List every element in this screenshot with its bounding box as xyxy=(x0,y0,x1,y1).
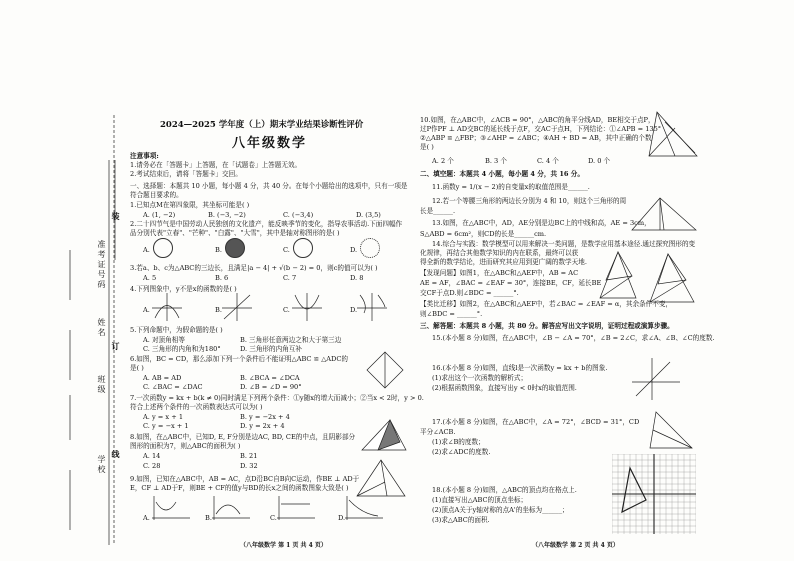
q4-option-b: B. xyxy=(215,306,222,314)
q7-option-d: D. y = 2x + 4 xyxy=(240,422,285,430)
q13-stem-line-1: 13.如图，在△ABC中，AD，AE分别是边BC上的中线和高，AE = 3cm， xyxy=(432,219,651,227)
q9-answer-graphs xyxy=(150,494,405,520)
q8-option-c: C. 28 xyxy=(143,462,161,470)
q6-option-b: B. ∠BCA = ∠DCA xyxy=(240,374,300,382)
q16-line-2: (1)求出这个一次函数的解析式； xyxy=(432,374,528,382)
q5-option-d: D. 三角形的内角互补 xyxy=(240,345,302,353)
q9-stem-line-2: E，CF ⊥ AD于F，则BE + CF的值y与BD的长x之间的函数图象大致是( ) xyxy=(130,484,349,492)
q6-option-a: A. AB = AD xyxy=(143,374,182,382)
subject-title: 八年级数学 xyxy=(232,136,308,151)
q17-line-2: 平分∠ACB. xyxy=(420,428,456,436)
q5-stem: 5.下列命题中，为假命题的是( ) xyxy=(130,326,223,334)
q1-option-c: C. (−3,4) xyxy=(283,211,314,219)
solar-term-icon-c xyxy=(293,238,313,258)
section-3-heading: 三、解答题：本题共 8 小题，共 80 分。解答应写出文字说明，证明过程或演算步骤。 xyxy=(420,322,674,330)
q14-figures xyxy=(596,250,698,310)
note-1: 1.请务必在「答题卡」上答题，在「试题卷」上答题无效。 xyxy=(130,161,302,169)
q5-option-a: A. 对顶角相等 xyxy=(143,336,185,344)
section-2-heading: 二、填空题：本题共 4 小题，每小题 4 分，共 16 分。 xyxy=(420,170,584,178)
q18-line-4: (3)求△ABC的面积. xyxy=(432,516,490,524)
q14-line-6: 交CF于点D.则∠BDC = ______°. xyxy=(420,289,519,297)
q4-graphs xyxy=(152,293,402,323)
q14-line-4: 【发现问题】如图1，在△ABC和△AEF中，AB = AC xyxy=(420,269,579,277)
q8-option-d: D. 32 xyxy=(240,462,258,470)
q17-line-3: (1)求∠B的度数； xyxy=(432,438,485,446)
binding-mark-3: 线 xyxy=(111,450,121,460)
q2-option-d: D. xyxy=(350,246,358,254)
q9-stem-line-1: 9.如图，已知在△ABC中，AB = AC，点D沿BC自B向C运动，作BE ⊥ AD于 xyxy=(130,475,360,483)
q1-option-d: D. (3,5) xyxy=(356,211,381,219)
binding-lines xyxy=(0,0,130,561)
class-label: 班级 xyxy=(97,375,106,395)
q10-option-a: A. 2 个 xyxy=(432,157,454,165)
q7-stem-line-2: 符合上述两个条件的一次函数表达式可以为( ) xyxy=(130,403,263,411)
solar-term-icon-d xyxy=(360,238,380,258)
exam-title: 2024—2025 学年度（上）期末学业结果诊断性评价 xyxy=(160,120,364,130)
q9-option-b: B. xyxy=(205,514,212,522)
binding-mark-1: 装 xyxy=(111,212,121,222)
q4-option-c: C. xyxy=(283,306,290,314)
q7-stem-line-1: 7.一次函数y = kx + b(k ≠ 0)同时满足下列两个条件：①y随x的增大而减小；②当x < 2时，y > 0. xyxy=(130,394,424,402)
q16-line-3: (2)根据函数图象，直接写出y < 0时x的取值范围. xyxy=(432,384,577,392)
q8-option-b: B. 21 xyxy=(240,452,258,460)
q10-option-b: B. 3 个 xyxy=(485,157,507,165)
q18-line-1: 18.(本小题 8 分)如图，△ABC的顶点均在格点上. xyxy=(432,486,577,494)
section-1-heading: 一、选择题：本题共 10 小题，每小题 4 分，共 40 分。在每个小题给出的选项中，只有一项是符合题目要求的。 xyxy=(130,182,408,199)
q3-stem: 3.若a、b、c为△ABC的三边长，且满足|a − 4| + √(b − 2) = 0，则c的值可以为( ) xyxy=(130,264,378,272)
name-label: 姓名 xyxy=(97,318,106,338)
q3-option-a: A. 5 xyxy=(143,274,157,282)
q16-figure xyxy=(630,356,682,402)
q16-line-1: 16.(本小题 8 分)如图，直线l是一次函数y = kx + b的图象. xyxy=(432,364,608,372)
q7-option-c: C. y = −x + 1 xyxy=(143,422,189,430)
q4-option-d: D. xyxy=(350,306,358,314)
q6-option-d: D. ∠B = ∠D = 90° xyxy=(240,383,302,391)
q9-option-a: A. xyxy=(143,514,150,522)
q17-line-1: 17.(本小题 8 分)如图，在△ABC中，∠A = 72°，∠BCD = 31°，CD xyxy=(432,418,640,426)
q15-stem: 15.(本小题 8 分)如图，在△ABC中，∠B − ∠A = 70°，∠B = 2∠C，求∠A、∠B、∠C的度数. xyxy=(432,334,715,342)
q8-stem-line-1: 8.如图，在△ABC中，已知D, E, F分别是边AC, BD, CE的中点，且阴影部分 xyxy=(130,433,356,441)
q6-stem-line-1: 6.如图，BC = CD，那么添加下列一个条件后不能证明△ABC ≌ △ADC的 xyxy=(130,355,348,363)
q1-option-b: B. (−3, −2) xyxy=(208,211,246,219)
q9-option-c: C. xyxy=(270,514,277,522)
q8-option-a: A. 14 xyxy=(143,452,161,460)
q6-figure xyxy=(365,350,405,390)
note-2: 2.考试结束后，请将「答题卡」交回。 xyxy=(130,170,242,178)
q12-stem-line-1: 12.若一个等腰三角形的两边长分别为 4 和 10，则这个三角形的周 xyxy=(432,197,627,205)
q10-stem-line-4: 是( ) xyxy=(420,143,434,151)
q9-figure xyxy=(355,458,407,498)
q3-option-b: B. 6 xyxy=(215,274,229,282)
q10-option-d: D. 0 个 xyxy=(588,157,611,165)
q1-option-a: A. (1, −2) xyxy=(143,211,176,219)
q18-line-3: (2)顶点A关于y轴对称的点A'的坐标为______； xyxy=(432,506,569,514)
q17-line-4: (2)求∠ADC的度数. xyxy=(432,448,491,456)
q8-stem-line-2: 图形的面积为7，则△ABC的面积为( ) xyxy=(130,442,241,450)
q3-option-d: D. 8 xyxy=(350,274,364,282)
q13-stem-line-2: S△ABD = 6cm²，则CD的长是______cm. xyxy=(420,230,547,238)
q9-option-d: D. xyxy=(338,514,346,522)
solar-term-icon-a xyxy=(153,238,173,258)
q17-figure xyxy=(648,410,694,450)
q10-option-c: C. 4 个 xyxy=(537,157,559,165)
left-footer: （八年级数学 第 1 页 共 4 页） xyxy=(240,542,327,549)
q14-line-5: AE = AF，∠BAC = ∠EAF = 30°，连接BE，CF，延长BE xyxy=(420,279,602,287)
solar-term-icon-b xyxy=(225,238,245,258)
q14-line-3: 得全新的数学结论，进而研究其应用到更广阔的数学天地. xyxy=(420,258,587,266)
q2-stem-line-2: 品分别代表"立春"、"芒种"、"白露"、"大雪"，其中是轴对称图形的是( ) xyxy=(130,229,340,237)
q14-line-2: 化规律，再结合其他数学知识的内在联系，最终可以获 xyxy=(420,249,579,257)
q14-line-7: 【类比迁移】如图2，在△ABC和△AEF中，若∠BAC = ∠EAF = α，其余条件不变， xyxy=(420,300,673,308)
q2-option-a: A. xyxy=(143,246,150,254)
q10-stem-line-1: 10.如图，在△ABC中，∠ACB = 90°，△ABC的角平分线AD，BE相交于点P， xyxy=(420,116,655,124)
q8-figure xyxy=(360,418,408,452)
q7-option-b: B. y = −2x + 4 xyxy=(240,413,290,421)
exam-no-label: 准考证号码 xyxy=(97,240,106,290)
q18-grid-figure xyxy=(612,454,696,534)
q12-stem-line-2: 长是______. xyxy=(420,207,456,215)
q3-option-c: C. 7 xyxy=(283,274,297,282)
q18-line-2: (1)直接写出△ABC的顶点坐标； xyxy=(432,496,528,504)
q6-option-c: C. ∠BAC = ∠DAC xyxy=(143,383,203,391)
q5-option-b: B. 三角形任意两边之和大于第三边 xyxy=(240,336,342,344)
q13-figure xyxy=(630,196,698,232)
q10-stem-line-2: 过P作PF ⊥ AD交BC的延长线于点F，交AC于点H，下列结论：①∠APB = 135° xyxy=(420,125,662,133)
q11-stem: 11.函数y = 1/(x − 2)的自变量x的取值范围是______. xyxy=(432,183,590,191)
q1-stem: 1.已知点M在第四象限，其坐标可能是( ) xyxy=(130,201,250,209)
q2-option-c: C. xyxy=(283,246,290,254)
school-label: 学校 xyxy=(97,455,106,475)
q7-option-a: A. y = x + 1 xyxy=(143,413,184,421)
q4-stem: 4.下列图象中，y不是x的函数的是( ) xyxy=(130,285,237,293)
q4-option-a: A. xyxy=(143,306,150,314)
q6-stem-line-2: 是( ) xyxy=(130,364,144,372)
right-footer: （八年级数学 第 2 页 共 4 页） xyxy=(532,542,619,549)
q14-line-8: 则∠BDC = ______°. xyxy=(420,310,483,318)
q14-line-1: 14.综合与实践：数学模型可以用来解决一类问题，是数学应用基本途径.通过探究图形的变 xyxy=(432,240,696,248)
q2-stem-line-1: 2.二十四节气是中国劳动人民独创的文化遗产，能反映季节的变化，指导农事活动.下面四幅作 xyxy=(130,220,403,228)
binding-mark-2: 订 xyxy=(111,342,121,352)
q10-stem-line-3: ②△ABP ≌ △FBP；③∠AHP = ∠ABC；④AH + BD = AB，其中正确的个数 xyxy=(420,134,652,142)
q2-option-b: B. xyxy=(215,246,222,254)
notes-title: 注意事项: xyxy=(130,152,159,160)
q5-option-c: C. 三角形的内角和为180° xyxy=(143,345,221,353)
q10-figure xyxy=(645,108,700,160)
